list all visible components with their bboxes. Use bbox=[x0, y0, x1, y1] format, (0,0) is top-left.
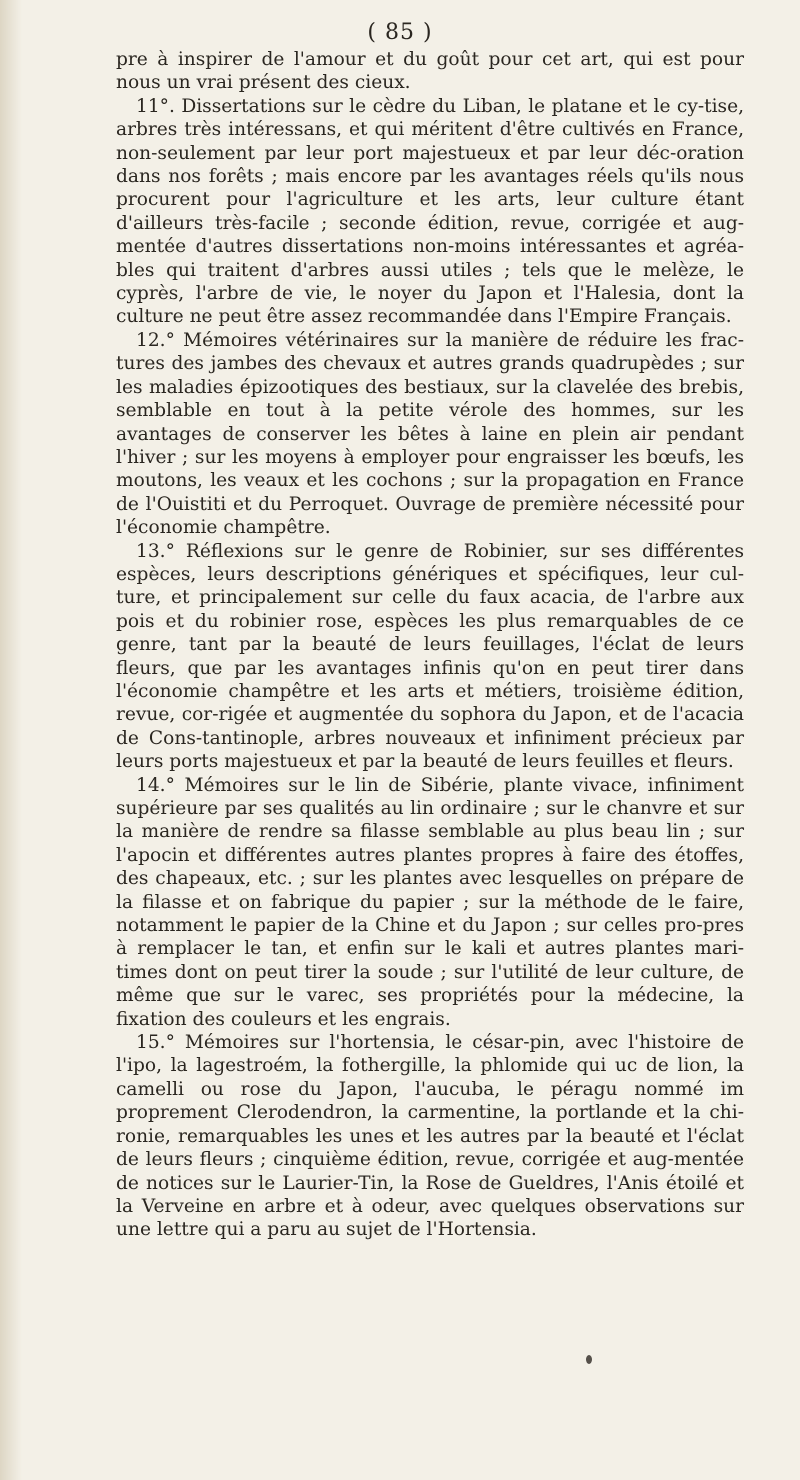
page-edge-shadow bbox=[0, 0, 22, 1480]
paragraph-item-14: 14.° Mémoires sur le lin de Sibérie, plante vivace, infiniment supérieure par ses qualités au lin ordinaire ; sur le chanvre et sur la manière de rendre sa filasse semblable au plus beau lin ; sur l'apocin et différentes autres plantes propres à faire des étoffes, des chapeaux, etc. ; sur les plantes avec lesquelles on prépare de la filasse et on fabrique du papier ; sur la méthode de le faire, notamment le papier de la Chine et du Japon ; sur celles pro-pres à remplacer le tan, et enfin sur le kali et autres plantes mari-times dont on peut tirer la soude ; sur l'utilité de leur culture, de même que sur le varec, ses propriétés pour la médecine, la fixation des couleurs et les engrais. bbox=[116, 774, 744, 1030]
paragraph-item-15: 15.° Mémoires sur l'hortensia, le césar-pin, avec l'histoire de l'ipo, la lagestroém, la fothergille, la phlomide qui uc de lion, la camelli ou rose du Japon, l'aucuba, le péragu nommé im proprement Clerodendron, la carmentine, la portlande et la chi-ronie, remarquables les unes et les autres par la beauté et l'éclat de leurs fleurs ; cinquième édition, revue, corrigée et aug-mentée de notices sur le Laurier-Tin, la Rose de Gueldres, l'Anis étoilé et la Verveine en arbre et à odeur, avec quelques observations sur une lettre qui a paru au sujet de l'Hortensia. bbox=[116, 1032, 744, 1241]
paragraph-intro-continuation: pre à inspirer de l'amour et du goût pour cet art, qui est pour nous un vrai présent des cieux. bbox=[116, 49, 744, 94]
page-number: ( 85 ) bbox=[367, 20, 433, 45]
paragraph-item-12: 12.° Mémoires vétérinaires sur la manière de réduire les frac-tures des jambes des chevaux et autres grands quadrupèdes ; sur les maladies épizootiques des bestiaux, sur la clavelée des brebis, semblable en tout à la petite vérole des hommes, sur les avantages de conserver les bêtes à laine en plein air pendant l'hiver ; sur les moyens à employer pour engraisser les bœufs, les moutons, les veaux et les cochons ; sur la propagation en France de l'Ouistiti et du Perroquet. Ouvrage de première nécessité pour l'économie champêtre. bbox=[116, 329, 744, 539]
paragraph-item-13: 13.° Réflexions sur le genre de Robinier, sur ses différentes espèces, leurs descriptions génériques et spécifiques, leur cul-ture, et principalement sur celle du faux acacia, de l'arbre aux pois et du robinier rose, espèces les plus remarquables de ce genre, tant par la beauté de leurs feuillages, l'éclat de leurs fleurs, que par les avantages infinis qu'on en peut tirer dans l'économie champêtre et les arts et métiers, troisième édition, revue, cor-rigée et augmentée du sophora du Japon, et de l'acacia de Cons-tantinople, arbres nouveaux et infiniment précieux par leurs ports majestueux et par la beauté de leurs feuilles et fleurs. bbox=[116, 540, 744, 773]
ink-spot bbox=[586, 1355, 592, 1364]
paragraph-item-11: 11°. Dissertations sur le cèdre du Liban, le platane et le cy-tise, arbres très intéressans, et qui méritent d'être cultivés en France, non-seulement par leur port majestueux et par leur déc-oration dans nos forêts ; mais encore par les avantages réels qu'ils nous procurent pour l'agriculture et les arts, leur culture étant d'ailleurs très-facile ; seconde édition, revue, corrigée et aug-mentée d'autres dissertations non-moins intéressantes et agréa-bles qui traitent d'arbres aussi utiles ; tels que le melèze, le cyprès, l'arbre de vie, le noyer du Japon et l'Halesia, dont la culture ne peut être assez recommandée dans l'Empire Français. bbox=[116, 95, 744, 328]
page-body bbox=[116, 48, 744, 1242]
